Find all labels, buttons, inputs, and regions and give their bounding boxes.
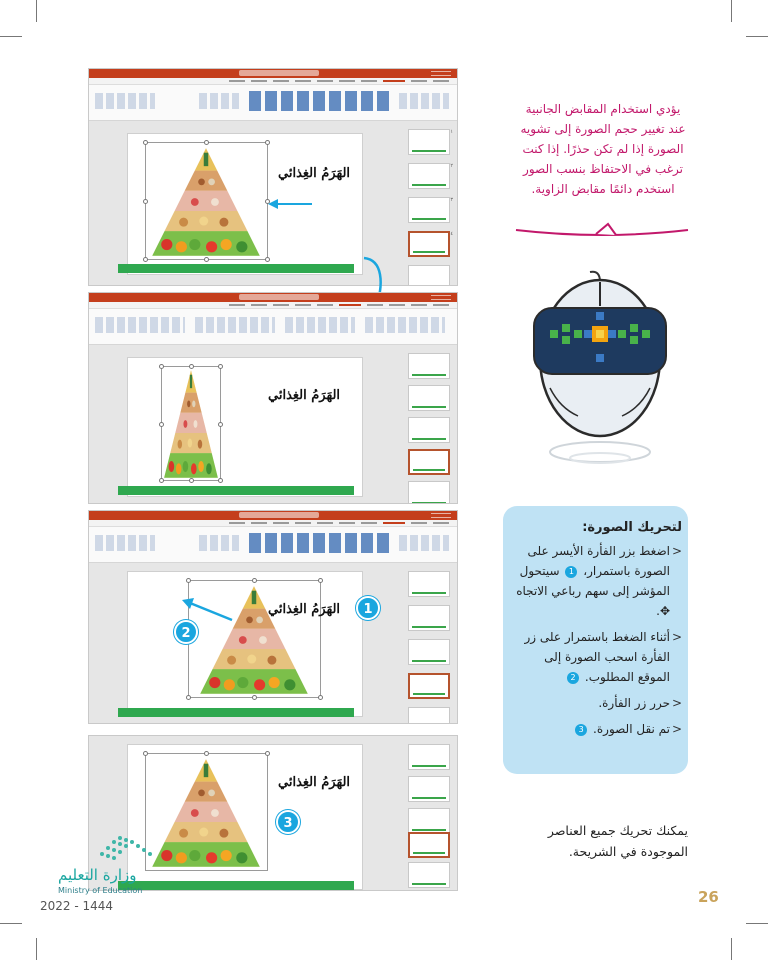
food-pyramid-image[interactable] xyxy=(147,757,265,869)
slide-thumbnail[interactable] xyxy=(408,197,450,223)
slide-thumbnail[interactable] xyxy=(408,385,450,411)
powerpoint-screenshot-1: الهَرَمُ الغِذائي ١ ٢ ٣ ٤ xyxy=(88,68,458,286)
chevron-icon: < xyxy=(671,630,682,644)
ministry-logo-icon xyxy=(94,824,164,864)
powerpoint-screenshot-4 xyxy=(88,735,458,891)
slide-canvas[interactable] xyxy=(127,133,363,275)
step-number-badge: 3 xyxy=(575,724,587,736)
arrow-icon xyxy=(268,198,312,210)
slide-thumbnail-selected[interactable] xyxy=(408,231,450,257)
slide-green-bar xyxy=(118,708,354,717)
crop-mark xyxy=(36,0,37,22)
instructions-title: لتحريك الصورة: xyxy=(582,520,682,535)
instruction-step: < أثناء الضغط باستمرار على زر الفأرة اسحب الصورة إلى الموقع المطلوب. 2 xyxy=(510,627,682,687)
slide-thumbnail-selected[interactable] xyxy=(408,449,450,475)
instructions-content xyxy=(510,520,682,745)
title-bar xyxy=(89,511,457,520)
slide-green-bar xyxy=(118,881,354,890)
slide-title[interactable]: الهَرَمُ الغِذائي xyxy=(278,775,351,790)
slide-thumbnail[interactable] xyxy=(408,744,450,770)
chevron-icon: < xyxy=(671,722,682,736)
slide-title[interactable]: الهَرَمُ الغِذائي xyxy=(268,602,341,617)
slide-thumbnail-selected[interactable] xyxy=(408,673,450,699)
instruction-step: < تم نقل الصورة. 3 xyxy=(510,719,682,739)
slide-thumbnail[interactable] xyxy=(408,605,450,631)
powerpoint-screenshot-3 xyxy=(88,510,458,724)
crop-mark xyxy=(731,938,732,960)
callout-number-3: 3 xyxy=(276,810,300,834)
note-text: يمكنك تحريك جميع العناصر الموجودة في الشريحة. xyxy=(547,823,688,859)
crop-mark xyxy=(0,36,22,37)
chevron-icon: < xyxy=(671,544,682,558)
callout-number-1: 1 xyxy=(356,596,380,620)
slide-thumbnail[interactable] xyxy=(408,707,450,724)
slide-thumbnail-selected[interactable] xyxy=(408,832,450,858)
bubble-text: يؤدي استخدام المقابض الجانبية عند تغيير حجم الصورة إلى تشويه الصورة إذا لم تكن حذرًا. إذا كنت ترغب في الاحتفاظ بنسب الصور استخدم دائمًا مقابض الزاوية. xyxy=(520,102,686,196)
instruction-step: < حرر زر الفأرة. xyxy=(510,693,682,713)
slide-thumbnail[interactable] xyxy=(408,862,450,888)
ribbon-tabs[interactable] xyxy=(89,78,457,85)
slide-thumbnail[interactable] xyxy=(408,265,450,286)
slide-thumbnail[interactable] xyxy=(408,129,450,155)
title-bar xyxy=(89,69,457,78)
slide-thumbnail[interactable] xyxy=(408,776,450,802)
title-bar xyxy=(89,293,457,302)
ribbon-tabs[interactable] xyxy=(89,520,457,527)
slide-canvas[interactable] xyxy=(127,571,363,717)
slide-canvas[interactable] xyxy=(127,744,363,890)
food-pyramid-image-distorted[interactable] xyxy=(163,368,219,480)
ribbon[interactable] xyxy=(89,309,457,345)
crop-mark xyxy=(731,0,732,22)
instruction-step: < اضغط بزر الفأرة الأيسر على الصورة باستمرار، 1 سيتحول المؤشر إلى سهم رباعي الاتجاه ✥. xyxy=(510,541,682,621)
slide-title[interactable]: الهَرَمُ الغِذائي xyxy=(278,166,351,181)
chevron-icon: < xyxy=(671,696,682,710)
slide-thumbnail[interactable] xyxy=(408,639,450,665)
ribbon[interactable] xyxy=(89,527,457,563)
slide-thumbnail[interactable] xyxy=(408,417,450,443)
slide-thumbnail[interactable] xyxy=(408,481,450,504)
slide-thumbnail[interactable] xyxy=(408,808,450,834)
crop-mark xyxy=(0,923,22,924)
crop-mark xyxy=(746,923,768,924)
slide-thumbnail[interactable] xyxy=(408,163,450,189)
powerpoint-screenshot-2 xyxy=(88,292,458,504)
slide-green-bar xyxy=(118,486,354,495)
crop-mark xyxy=(746,36,768,37)
step-number-badge: 2 xyxy=(567,672,579,684)
crop-mark xyxy=(36,938,37,960)
ribbon[interactable] xyxy=(89,85,457,121)
slide-title[interactable]: الهَرَمُ الغِذائي xyxy=(268,388,341,403)
slide-green-bar xyxy=(118,264,354,273)
slide-canvas[interactable] xyxy=(127,357,363,497)
step-number-badge: 1 xyxy=(565,566,577,578)
ribbon-tabs[interactable] xyxy=(89,302,457,309)
slide-thumbnail[interactable] xyxy=(408,353,450,379)
slide-thumbnail[interactable] xyxy=(408,571,450,597)
callout-number-2: 2 xyxy=(174,620,198,644)
page-number: 26 xyxy=(698,888,719,906)
edition-year: 2022 - 1444 xyxy=(40,899,114,913)
ministry-name-arabic: وزارة التعليم xyxy=(58,866,137,884)
food-pyramid-image[interactable] xyxy=(147,146,265,258)
ministry-name-english: Ministry of Education xyxy=(58,886,143,895)
mouse-character-icon xyxy=(520,268,680,468)
